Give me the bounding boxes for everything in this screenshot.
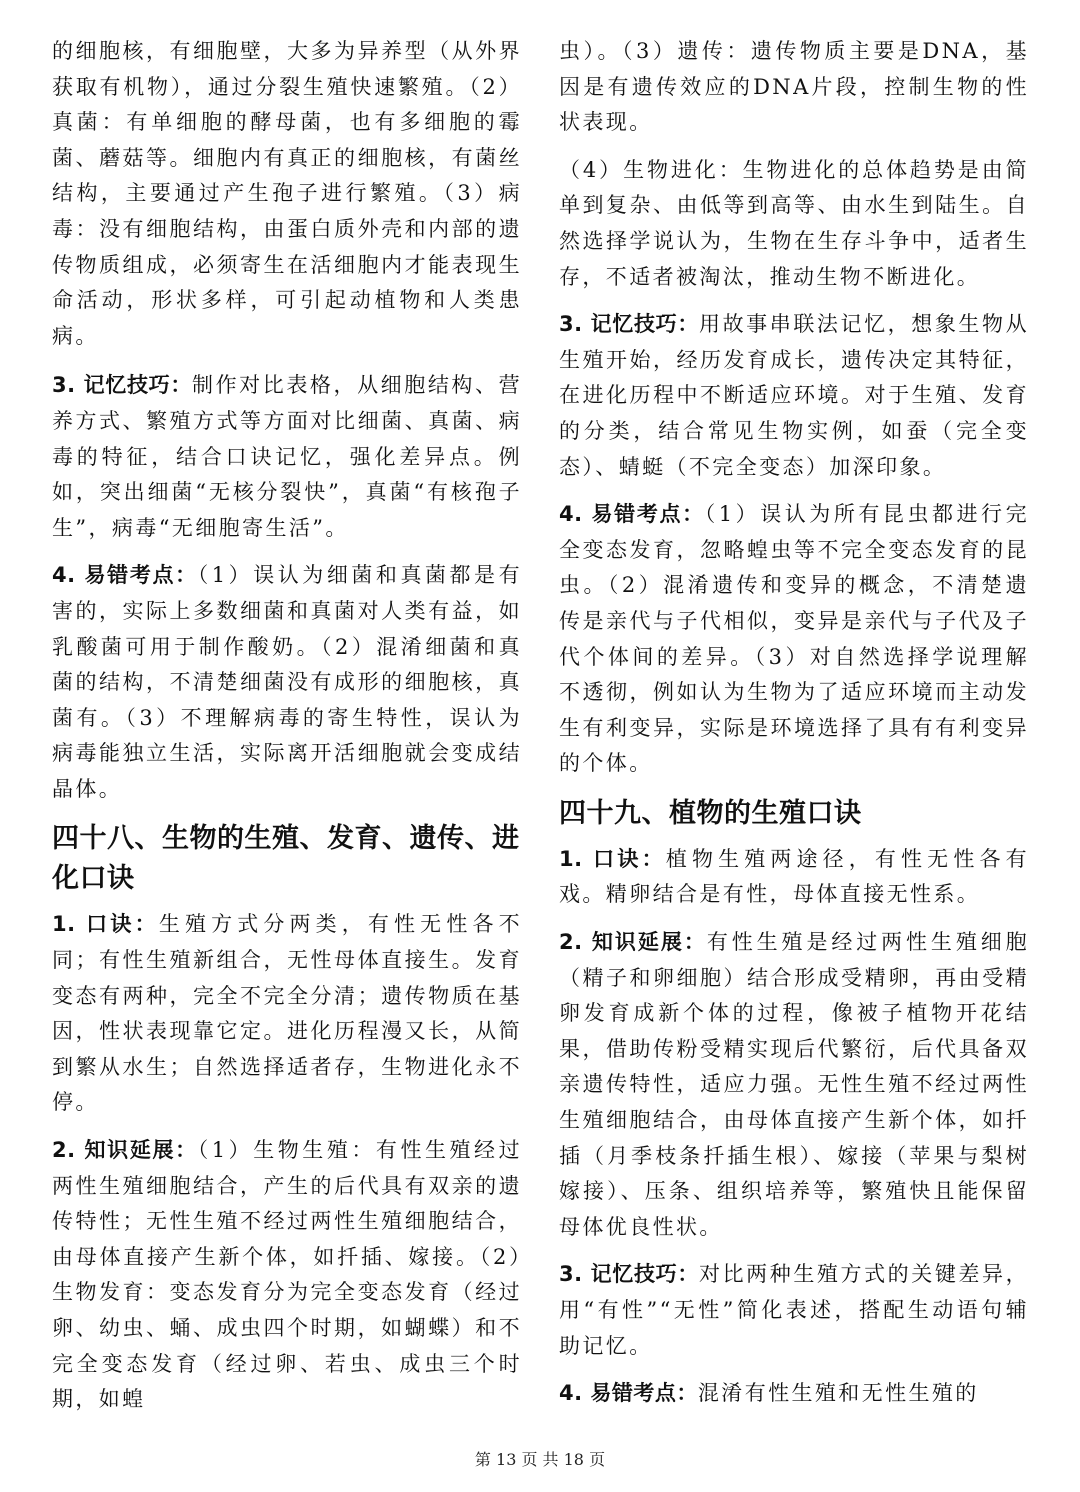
error-points-text: （1）误认为所有昆虫都进行完全变态发育，忽略蝗虫等不完全变态发育的昆虫。（2）混淆遗传和变异的概念，不清楚遗传是亲代与子代相似，变异是亲代与子代及子代个体间的差异。（3）对自然选择学说理解不透彻，例如认为生物为了适应环境而主动发生有利变异，实际是环境选择了具有有利变异的个体。: [559, 502, 1029, 776]
memory-tips-text: 制作对比表格，从细胞结构、营养方式、繁殖方式等方面对比细菌、真菌、病毒的特征，结合口诀记忆，强化差异点。例如，突出细菌“无核分裂快”，真菌“有核孢子生”，病毒“无细胞寄生活”。: [52, 373, 522, 540]
knowledge-extension-text: （1）生物生殖：有性生殖经过两性生殖细胞结合，产生的后代具有双亲的遗传特性；无性生殖不经过两性生殖细胞结合，由母体直接产生新个体，如扦插、嫁接。（2）生物发育：变态发育分为完全变态发育（经过卵、幼虫、蛹、成虫四个时期，如蝴蝶）和不完全变态发育（经过卵、若虫、成虫三个时期，如蝗: [52, 1138, 522, 1412]
rhyme-label: 1. 口诀：: [52, 912, 159, 937]
heredity-paragraph: 虫）。（3）遗传：遗传物质主要是DNA，基因是有遗传效应的DNA片段，控制生物的性状表现。: [559, 39, 1029, 135]
rhyme-label: 1. 口诀：: [559, 846, 666, 871]
knowledge-extension-paragraph: [559, 925, 1029, 1245]
knowledge-extension-paragraph: [52, 1133, 522, 1418]
error-points-paragraph-2: [559, 1376, 1029, 1412]
memory-tips-label: 3. 记忆技巧：: [559, 312, 700, 337]
section-heading-49: 四十九、植物的生殖口诀: [559, 797, 862, 829]
memory-tips-text: 用故事串联法记忆，想象生物从生殖开始，经历发育成长，遗传决定其特征，在进化历程中不断适应环境。对于生殖、发育的分类，结合常见生物实例，如蚕（完全变态）、蜻蜓（不完全变态）加深印象。: [559, 312, 1029, 479]
memory-tips-paragraph: [52, 368, 522, 546]
knowledge-extension-label: 2. 知识延展：: [559, 930, 707, 955]
knowledge-extension-label: 2. 知识延展：: [52, 1138, 198, 1163]
error-points-text: （1）误认为细菌和真菌都是有害的，实际上多数细菌和真菌对人类有益，如乳酸菌可用于制作酸奶。（2）混淆细菌和真菌的结构，不清楚细菌没有成形的细胞核，真菌有。（3）不理解病毒的寄生特性，误认为病毒能独立生活，实际离开活细胞就会变成结晶体。: [52, 563, 522, 801]
rhyme-paragraph: [559, 842, 1029, 913]
error-points-label: 4. 易错考点：: [559, 502, 705, 527]
right-column: [559, 34, 1029, 1424]
section-heading-48: 四十八、生物的生殖、发育、遗传、进化口诀: [52, 823, 520, 895]
memory-tips-text: 对比两种生殖方式的关键差异，用“有性”“无性”简化表述，搭配生动语句辅助记忆。: [559, 1262, 1029, 1358]
memory-tips-label: 3. 记忆技巧：: [52, 373, 193, 398]
rhyme-paragraph: [52, 907, 522, 1121]
left-column: [52, 34, 522, 1430]
memory-tips-paragraph: [559, 307, 1029, 485]
memory-tips-label: 3. 记忆技巧：: [559, 1262, 700, 1287]
evolution-paragraph: （4）生物进化：生物进化的总体趋势是由简单到复杂、由低等到高等、由水生到陆生。自然选择学说认为，生物在生存斗争中，适者生存，不适者被淘汰，推动生物不断进化。: [559, 157, 1029, 289]
error-points-label: 4. 易错考点：: [559, 1381, 698, 1406]
memory-tips-paragraph-2: [559, 1257, 1029, 1364]
error-points-paragraph: [52, 558, 522, 807]
rhyme-text: 植物生殖两途径，有性无性各有戏。精卵结合是有性，母体直接无性系。: [559, 846, 1029, 907]
error-points-label: 4. 易错考点：: [52, 563, 198, 588]
error-points-text: 混淆有性生殖和无性生殖的: [697, 1381, 979, 1406]
microbe-paragraph: 的细胞核，有细胞壁，大多为异养型（从外界获取有机物），通过分裂生殖快速繁殖。（2）真菌：有单细胞的酵母菌，也有多细胞的霉菌、蘑菇等。细胞内有真正的细胞核，有菌丝结构，主要通过产生孢子进行繁殖。（3）病毒：没有细胞结构，由蛋白质外壳和内部的遗传物质组成，必须寄生在活细胞内才能表现生命活动，形状多样，可引起动植物和人类患病。: [52, 39, 522, 348]
knowledge-extension-text: 有性生殖是经过两性生殖细胞（精子和卵细胞）结合形成受精卵，再由受精卵发育成新个体的过程，像被子植物开花结果，借助传粉受精实现后代繁衍，后代具备双亲遗传特性，适应力强。无性生殖不经过两性生殖细胞结合，由母体直接产生新个体，如扦插（月季枝条扦插生根）、嫁接（苹果与梨树嫁接）、压条、组织培养等，繁殖快且能保留母体优良性状。: [559, 930, 1030, 1239]
page-number-footer: 第 13 页 共 18 页: [474, 1450, 606, 1469]
error-points-paragraph: [559, 497, 1029, 782]
rhyme-text: 生殖方式分两类，有性无性各不同；有性生殖新组合，无性母体直接生。发育变态有两种，完全不完全分清；遗传物质在基因，性状表现靠它定。进化历程漫又长，从简到繁从水生；自然选择适者存，生物进化永不停。: [52, 912, 522, 1115]
